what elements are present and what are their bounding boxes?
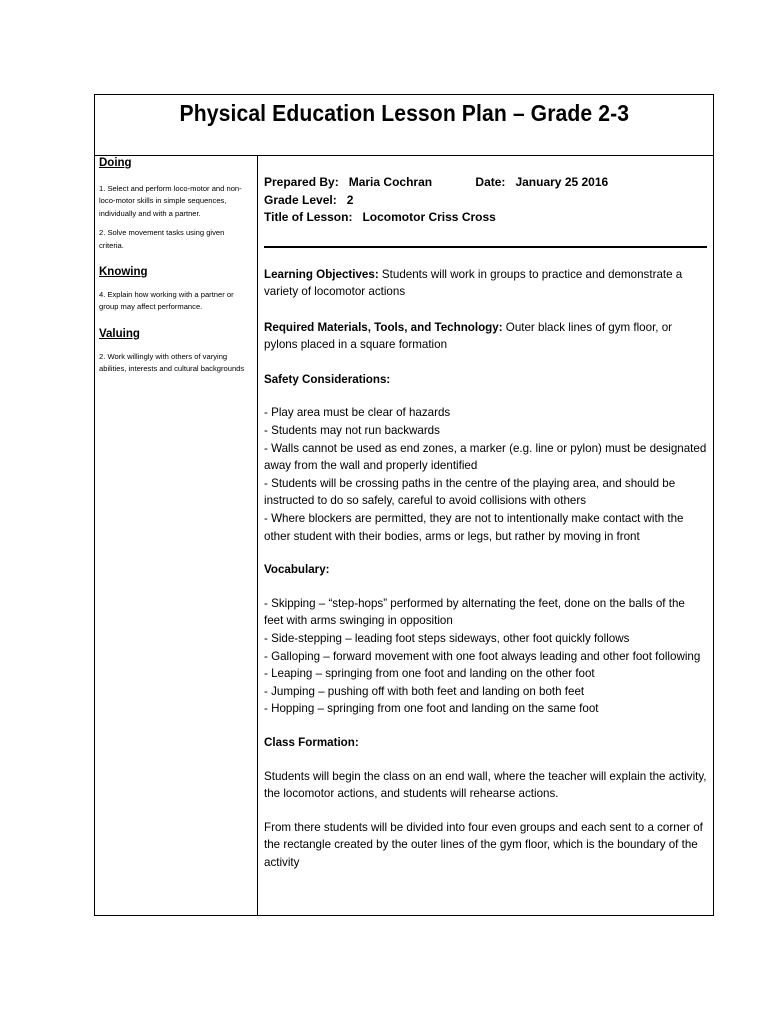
lesson-plan-table [94, 94, 714, 916]
header-divider [264, 246, 707, 248]
outcomes-column [95, 156, 258, 915]
grade-level-line [264, 192, 707, 210]
list-item: - Play area must be clear of hazards [264, 406, 451, 420]
prepared-by-label: Prepared By: [264, 175, 339, 189]
valuing-outcome-1: 2. Work willingly with others of varying abilities, interests and cultural backgrounds [99, 351, 245, 374]
list-item: - Skipping – “step-hops” performed by alternating the feet, done on the balls of the feet with arms swinging in opposition [264, 596, 685, 628]
list-item: - Jumping – pushing off with both feet and landing on both feet [264, 684, 585, 698]
learning-objectives-label: Learning Objectives: [264, 267, 379, 281]
doing-heading: Doing [99, 157, 132, 169]
lesson-title-line [264, 209, 707, 227]
list-item: - Where blockers are permitted, they are not to intentionally make contact with the other student with their bodies, arms or legs, but rather by moving in front [264, 512, 684, 543]
list-item: - Students will be crossing paths in the centre of the playing area, and should be instructed to do so safely, careful to avoid collisions with others [264, 476, 676, 508]
learning-objectives [264, 266, 707, 301]
vocabulary-list [264, 595, 707, 718]
doing-outcome-1: 1. Select and perform loco-motor and non-loco-motor skills in simple sequences, individually and with a partner. [99, 184, 242, 218]
grade-level-label: Grade Level: [264, 192, 337, 207]
lesson-header-info [264, 174, 707, 227]
date-label: Date: [475, 175, 506, 189]
learning-objectives-text: Students will work in groups to practice and demonstrate a variety of locomotor actions [264, 267, 683, 299]
doing-outcome-2: 2. Solve movement tasks using given criteria. [99, 228, 225, 250]
prepared-by-line [264, 174, 707, 192]
lesson-title-value: Locomotor Criss Cross [362, 210, 496, 224]
vocabulary-heading: Vocabulary: [264, 563, 330, 577]
knowing-outcome-1: 4. Explain how working with a partner or group may affect performance. [99, 290, 234, 312]
date-value: January 25 2016 [515, 175, 609, 189]
grade-level-value: 2 [346, 192, 354, 207]
knowing-heading: Knowing [99, 266, 148, 279]
valuing-heading: Valuing [99, 327, 140, 340]
required-materials-text: Outer black lines of gym floor, or pylons placed in a square formation [264, 320, 673, 352]
class-formation-paragraph-1: Students will begin the class on an end wall, where the teacher will explain the activity, the locomotor actions, and students will rehearse actions. [264, 769, 707, 801]
class-formation-paragraph-2: From there students will be divided into four even groups and each sent to a corner of the rectangle created by the outer lines of the gym floor, which is the boundary of the activity [264, 820, 703, 869]
list-item: - Galloping – forward movement with one foot always leading and other foot following [264, 649, 701, 663]
list-item: - Side-stepping – leading foot steps sideways, other foot quickly follows [264, 632, 630, 645]
list-item: - Leaping – springing from one foot and landing on the other foot [264, 667, 595, 681]
list-item: - Students may not run backwards [264, 424, 440, 438]
prepared-by-value: Maria Cochran [348, 175, 433, 189]
safety-list [264, 404, 707, 545]
safety-heading: Safety Considerations: [264, 372, 391, 386]
list-item: - Hopping – springing from one foot and landing on the same foot [264, 702, 599, 716]
lesson-title-label: Title of Lesson: [264, 210, 353, 224]
title-row [95, 95, 713, 156]
list-item: - Walls cannot be used as end zones, a marker (e.g. line or pylon) must be designated away from the wall and properly identified [264, 441, 707, 473]
required-materials [264, 319, 707, 354]
page-title: Physical Education Lesson Plan – Grade 2-3 [179, 100, 629, 126]
required-materials-label: Required Materials, Tools, and Technology: [264, 320, 503, 334]
class-formation-heading: Class Formation: [264, 735, 359, 749]
plan-column [258, 156, 713, 915]
